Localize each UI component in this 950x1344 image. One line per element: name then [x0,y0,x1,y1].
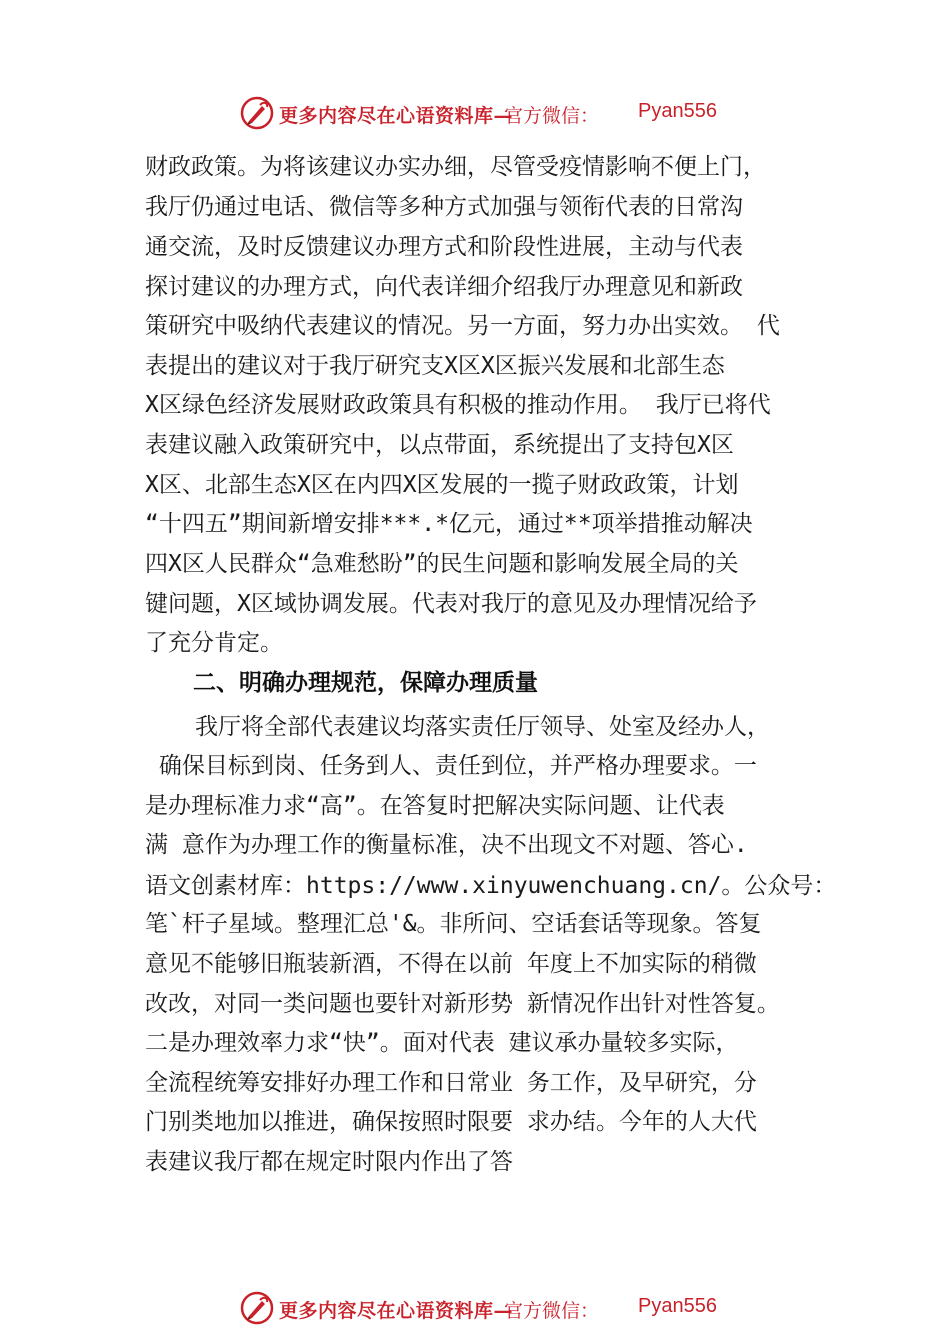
watermark-text: 更多内容尽在心语资料库— [279,1300,514,1322]
text-line: 笔`杆子星域。整理汇总'&。非所问、空话套话等现象。答复 [145,911,762,937]
text-line: 全流程统筹安排好办理工作和日常业 务工作，及早研究，分 [145,1070,757,1096]
text-line: 是办理标准力求“高”。在答复时把解决实际问题、让代表 [145,793,725,819]
text-line: 我厅仍通过电话、微信等多种方式加强与领衔代表的日常沟 [145,194,743,220]
text-line: 四X区人民群众“急难愁盼”的民生问题和影响发展全局的关 [145,551,739,577]
watermark-wechat-label: 官方微信： [504,105,600,127]
text-line: 我厅将全部代表建议均落实责任厅领导、处室及经办人， [195,714,770,740]
text-line: 策研究中吸纳代表建议的情况。另一方面，努力办出实效。 代 [145,313,780,339]
text-line: 表建议我厅都在规定时限内作出了答 [145,1149,513,1175]
text-line: 门别类地加以推进，确保按照时限要 求办结。今年的人大代 [145,1109,757,1135]
watermark-wechat-id: Pyan556 [638,100,717,122]
pen-logo-icon [240,1291,274,1325]
text-line: “十四五”期间新增安排***.*亿元，通过**项举措推动解决 [145,511,753,537]
text-line: 改改，对同一类问题也要针对新形势 新情况作出针对性答复。 [145,991,780,1017]
header-watermark [0,94,950,134]
text-line: 表提出的建议对于我厅研究支X区X区振兴发展和北部生态 [145,353,725,379]
text-line: 意见不能够旧瓶装新酒，不得在以前 年度上不加实际的稍微 [145,951,757,977]
text-line: 表建议融入政策研究中，以点带面，系统提出了支持包X区 [145,432,734,458]
text-line: X区、北部生态X区在内四X区发展的一揽子财政政策，计划 [145,472,739,498]
watermark-text: 更多内容尽在心语资料库— [279,105,514,127]
text-line: 探讨建议的办理方式，向代表详细介绍我厅办理意见和新政 [145,274,743,300]
text-line: 满 意作为办理工作的衡量标准，决不出现文不对题、答心. [145,832,748,858]
text-line: 通交流，及时反馈建议办理方式和阶段性进展，主动与代表 [145,234,743,260]
pen-logo-icon [240,96,274,130]
text-line: 了充分肯定。 [145,630,283,656]
text-line: 语文创素材库：https://www.xinyuwenchuang.cn/。公众号： [145,873,837,899]
text-line: 二是办理效率力求“快”。面对代表 建议承办量较多实际， [145,1030,739,1056]
section-heading: 二、明确办理规范，保障办理质量 [193,670,538,696]
footer-watermark [0,1289,950,1329]
text-line: 财政政策。为将该建议办实办细，尽管受疫情影响不便上门， [145,154,766,180]
text-line: 键问题，X区域协调发展。代表对我厅的意见及办理情况给予 [145,591,757,617]
text-line: 确保目标到岗、任务到人、责任到位，并严格办理要求。一 [145,753,757,779]
text-line: X区绿色经济发展财政政策具有积极的推动作用。 我厅已将代 [145,392,771,418]
watermark-wechat-label: 官方微信： [504,1300,600,1322]
watermark-wechat-id: Pyan556 [638,1295,717,1317]
